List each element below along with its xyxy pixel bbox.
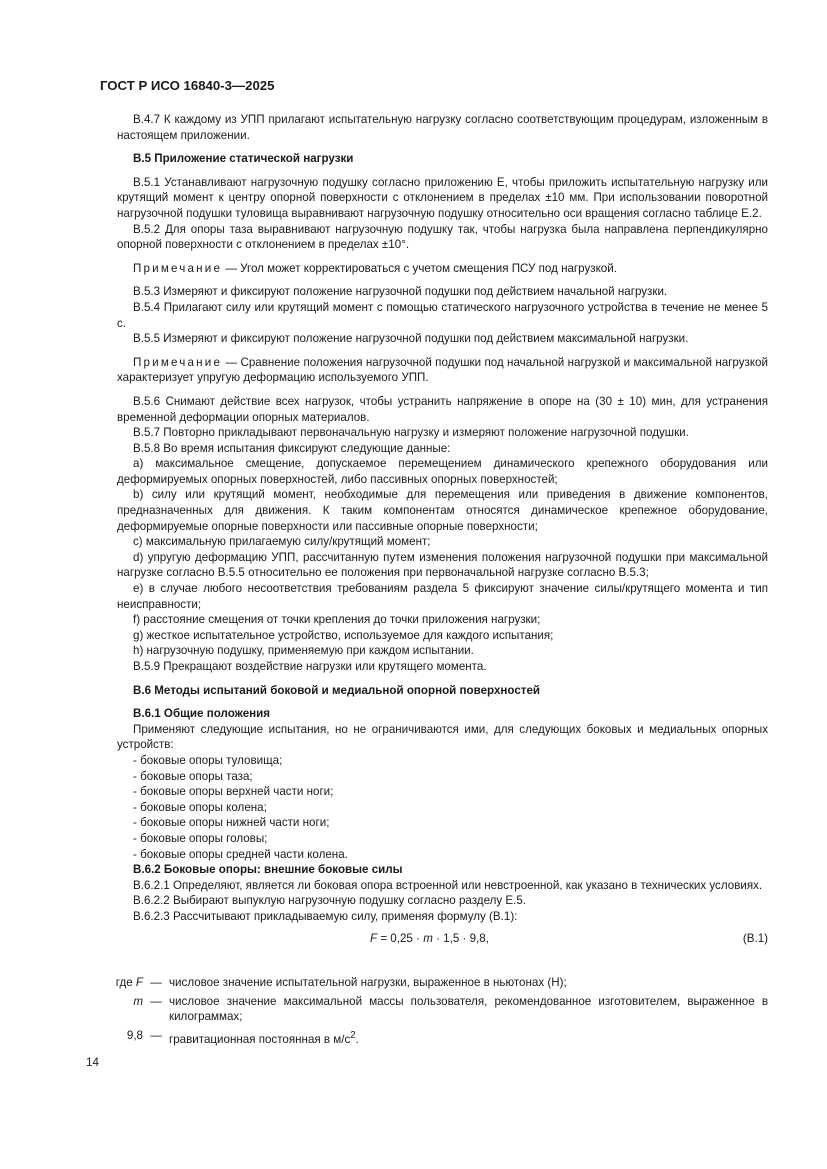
legend-row-g [88, 1028, 768, 1047]
page-content [117, 112, 768, 951]
paragraph-b59: В.5.9 Прекращают воздействие нагрузки или крутящего момента. [133, 660, 487, 673]
legend-dash: — [150, 1028, 162, 1042]
formula-tail: · 1,5 · 9,8, [432, 931, 489, 945]
legend-dash: — [150, 976, 162, 989]
list-item: c) максимальную прилагаемую силу/крутящий момент; [133, 535, 431, 549]
list-item: - боковые опоры верхней части ноги; [133, 785, 334, 799]
legend-f-description: числовое значение испытательной нагрузки, выраженное в ньютонах (Н); [169, 976, 567, 989]
paragraph-b51: В.5.1 Устанавливают нагрузочную подушку согласно приложению Е, чтобы приложить испытательную нагрузку или крутящий момент к центру опорной поверхности с отклонением в пределах ±10 мм. При использовании поворотной нагрузочной подушки туловища выравнивают нагрузочную подушку относительно оси вращения согласно таблице Е.2. [117, 175, 768, 220]
paragraph-b52: В.5.2 Для опоры таза выравнивают нагрузочную подушку так, чтобы нагрузка была направлена перпендикулярно опорной поверхности с отклонением в пределах ±10°. [117, 222, 768, 252]
recorded-data-list [117, 456, 768, 659]
list-item: e) в случае любого несоответствия требованиям раздела 5 фиксируют значение силы/крутящего момента и тип неисправности; [117, 582, 768, 611]
legend-row-m [88, 994, 768, 1025]
paragraph-b53: В.5.3 Измеряют и фиксируют положение нагрузочной подушки под действием начальной нагрузки. [133, 285, 668, 299]
paragraph-b57: В.5.7 Повторно прикладывают первоначальную нагрузку и измеряют положение нагрузочной подушки. [133, 426, 689, 440]
legend-g-end: . [355, 1032, 359, 1046]
legend-g-symbol: 9,8 [126, 1028, 143, 1042]
document-header: ГОСТ Р ИСО 16840-3—2025 [100, 78, 275, 93]
legend-m-symbol: m [133, 994, 143, 1008]
legend-g-text: гравитационная постоянная в м/с [169, 1032, 351, 1046]
paragraph-b621: В.6.2.1 Определяют, является ли боковая опора встроенной или невстроенной, как указано в технических условиях. [133, 878, 763, 892]
paragraph-b622: В.6.2.2 Выбирают выпуклую нагрузочную подушку согласно разделу Е.5. [133, 894, 527, 908]
legend-symbol [88, 975, 143, 991]
list-item: - боковые опоры головы; [133, 831, 268, 845]
note-2 [117, 355, 768, 386]
note-2-text: — Сравнение положения нагрузочной подушки под начальной нагрузкой и максимальной нагрузкой характеризует упругую деформацию используемого УПП. [117, 355, 768, 385]
list-item: d) упругую деформацию УПП, рассчитанную путем изменения положения нагрузочной подушки при максимальной нагрузке согласно В.5.5 относительно ее положения при первоначальной нагрузке согласно В.5.3; [117, 550, 768, 580]
page-number: 14 [86, 1056, 99, 1069]
section-b5-title: В.5 Приложение статической нагрузки [133, 152, 354, 166]
list-item: - боковые опоры туловища; [133, 753, 283, 767]
list-item: - боковые опоры нижней части ноги; [133, 816, 330, 830]
note-label: Примечание [133, 261, 223, 275]
list-item: g) жесткое испытательное устройство, используемое для каждого испытания; [133, 628, 554, 642]
note-1-text: — Угол может корректироваться с учетом смещения ПСУ под нагрузкой. [222, 261, 617, 275]
list-item: - боковые опоры колена; [133, 800, 267, 814]
paragraph-b47: В.4.7 К каждому из УПП прилагают испытательную нагрузку согласно соответствующим процедурам, изложенным в настоящем приложении. [117, 113, 768, 142]
list-item: а) максимальное смещение, допускаемое перемещением динамического крепежного оборудования или деформируемых опорных поверхностей, либо пассивных опорных поверхностей; [117, 457, 768, 486]
formula-var-m: m [423, 931, 433, 945]
legend-g-superscript: 2 [350, 1029, 356, 1041]
formula-legend [88, 975, 768, 1050]
list-item: - боковые опоры таза; [133, 769, 253, 783]
list-item: - боковые опоры средней части колена. [133, 847, 348, 861]
formula-var-f: F [370, 931, 378, 945]
formula-expression [370, 931, 489, 947]
paragraph-b623: В.6.2.3 Рассчитывают прикладываемую силу, применяя формулу (В.1): [133, 909, 518, 923]
legend-f-symbol: F [135, 976, 143, 989]
paragraph-b56: В.5.6 Снимают действие всех нагрузок, чтобы устранить напряжение в опоре на (30 ± 10) мин, для устранения временной деформации опорных материалов. [117, 394, 768, 424]
list-item: f) расстояние смещения от точки крепления до точки приложения нагрузки; [133, 613, 541, 627]
list-item: h) нагрузочную подушку, применяемую при каждом испытании. [133, 644, 474, 658]
legend-m-description: числовое значение максимальной массы пользователя, рекомендованное изготовителем, выраженное в килограммах; [169, 994, 768, 1024]
legend-dash: — [150, 994, 162, 1008]
paragraph-b58: В.5.8 Во время испытания фиксируют следующие данные: [133, 441, 451, 455]
legend-g-description [169, 1028, 768, 1047]
section-b6-title: В.6 Методы испытаний боковой и медиальной опорной поверхностей [133, 683, 541, 697]
formula-b1 [117, 929, 768, 951]
formula-mid: = 0,25 · [377, 931, 424, 945]
formula-number: (В.1) [742, 931, 768, 945]
note-label: Примечание [133, 355, 223, 369]
list-item: b) силу или крутящий момент, необходимые для перемещения или приведения в движение компонентов, предназначенных для движения. К таким компонентам относятся динамическое крепежное оборудование, деформируемые опорные поверхности или пассивные опорные поверхности; [117, 488, 768, 533]
section-b62-title: В.6.2 Боковые опоры: внешние боковые силы [133, 863, 403, 877]
paragraph-b61: Применяют следующие испытания, но не ограничиваются ими, для следующих боковых и медиальных опорных устройств: [117, 722, 768, 752]
paragraph-b54: В.5.4 Прилагают силу или крутящий момент с помощью статического нагрузочного устройства в течение не менее 5 с. [117, 300, 768, 330]
legend-row-f [88, 975, 768, 991]
legend-symbol [88, 994, 143, 1025]
legend-prefix: где [115, 976, 136, 989]
paragraph-b55: В.5.5 Измеряют и фиксируют положение нагрузочной подушки под действием максимальной нагрузки. [133, 332, 689, 346]
section-b61-title: В.6.1 Общие положения [133, 707, 271, 721]
note-1 [117, 261, 768, 277]
lateral-supports-list [117, 753, 768, 862]
